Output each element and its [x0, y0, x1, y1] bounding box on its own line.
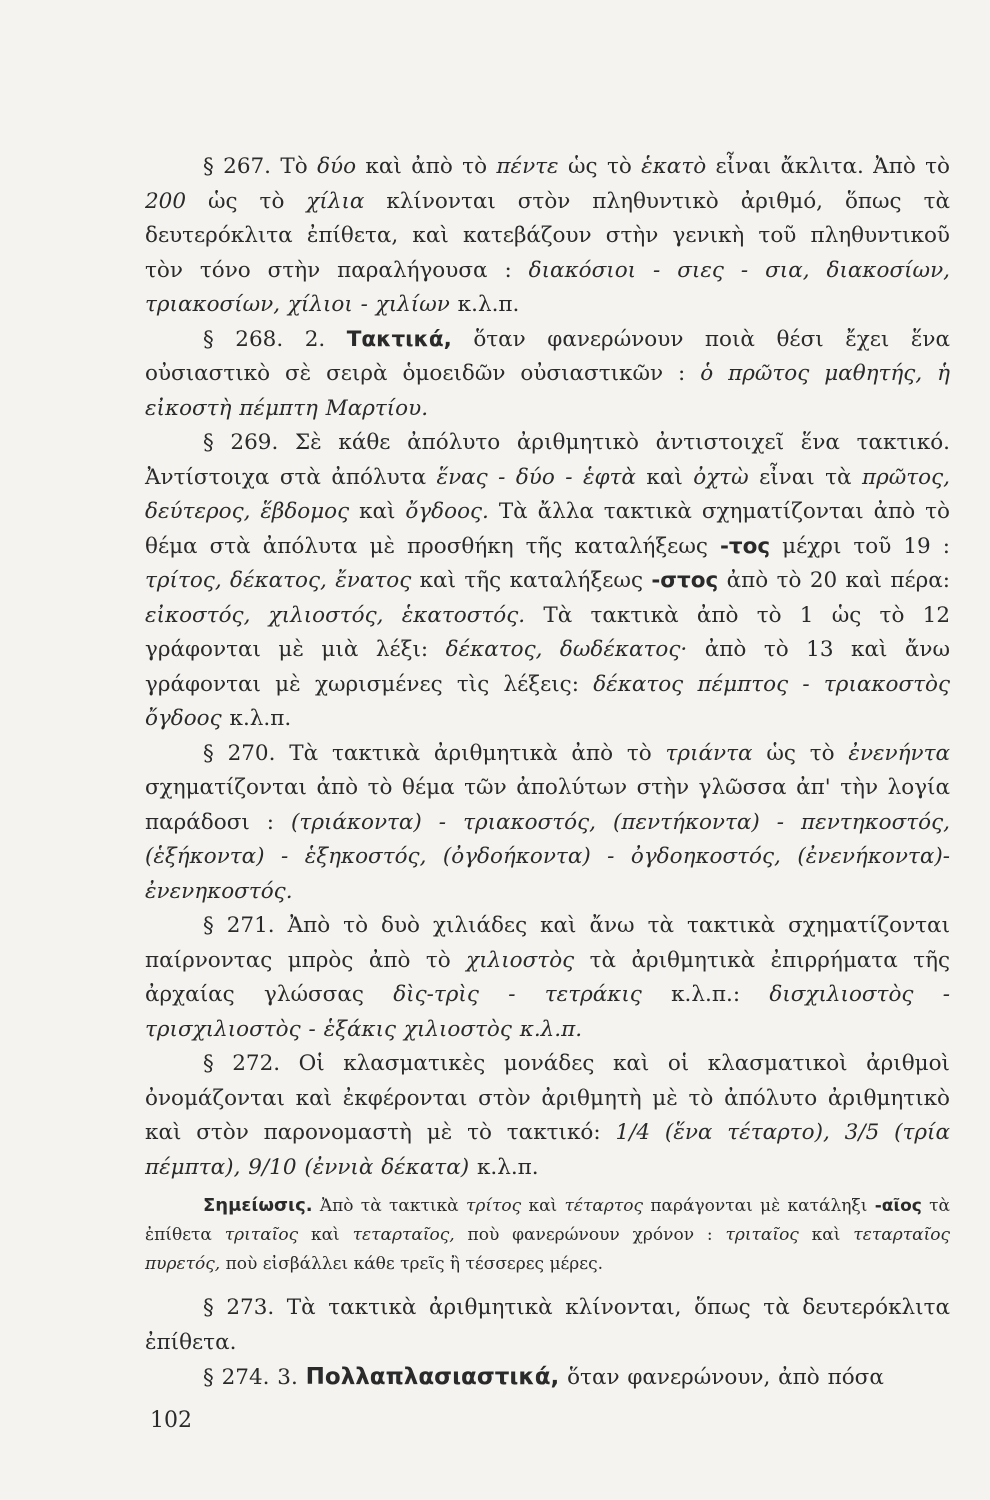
- italic-run: τριταῖος: [725, 1225, 799, 1245]
- text-run: § 274. 3.: [203, 1365, 306, 1390]
- italic-run: ὁ πρῶτος μαθητής, ἡ εἰκοστὴ πέμπτη Μαρτίου.: [145, 361, 950, 421]
- text-run: εἶναι ἄκλιτα. Ἀπὸ τὸ: [706, 154, 951, 179]
- text-run: παράγονται μὲ κατάληξι: [643, 1196, 875, 1216]
- note-paragraph: [145, 1185, 950, 1291]
- text-run: ὡς τὸ: [186, 188, 307, 214]
- italic-run: ἕνας - δύο - ἑφτὰ: [436, 464, 636, 490]
- italic-run: εἰκοστός, χιλιοστός, ἑκατοστός.: [145, 602, 526, 628]
- italic-run: δὶς-τρὶς - τετράκις: [393, 982, 642, 1007]
- text-run: ποὺ εἰσβάλλει κάθε τρεῖς ἢ τέσσερες μέρες.: [220, 1254, 604, 1274]
- italic-run: χιλιοστὸς: [466, 947, 575, 973]
- text-run: κ.λ.π.: [469, 1154, 539, 1180]
- text-run: καὶ ἀπὸ τὸ: [356, 154, 497, 179]
- text-run: § 272. Οἱ κλασματικὲς μονάδες καὶ οἱ κλασματικοὶ ἀριθμοὶ ὀνομάζονται καὶ ἐκφέρονται στὸν ἀριθμητὴ μὲ τὸ ἀπόλυτο ἀριθμητικὸ καὶ στὸν παρονομαστὴ μὲ τὸ τακτικό:: [145, 1051, 950, 1145]
- text-run: Τὰ ἄλλα τακτικὰ σχηματίζονται ἀπὸ τὸ θέμα στὰ ἀπόλυτα μὲ προσθήκη τῆς καταλήξεως: [145, 499, 950, 559]
- text-run: Τὰ τακτικὰ ἀπὸ τὸ 1 ὡς τὸ 12 γράφονται μὲ μιὰ λέξι:: [145, 602, 950, 662]
- paragraph-270: [145, 737, 950, 910]
- italic-run: τέταρτος: [564, 1196, 644, 1216]
- paragraph-274: [145, 1360, 950, 1396]
- text-run: Ἀπὸ τὰ τακτικὰ: [312, 1196, 466, 1216]
- italic-run: διακόσιοι - σιες - σια, διακοσίων, τριακοσίων, χίλιοι - χιλίων: [145, 257, 950, 317]
- text-run: καὶ τῆς καταλήξεως: [411, 568, 652, 593]
- text-run: § 273. Τὰ τακτικὰ ἀριθμητικὰ κλίνονται, ὅπως τὰ δευτερόκλιτα ἐπίθετα.: [145, 1295, 950, 1355]
- italic-run: τρίτος: [465, 1196, 522, 1216]
- paragraph-273: [145, 1291, 950, 1360]
- text-run: ἀπὸ τὸ 20 καὶ πέρα:: [718, 568, 950, 593]
- text-run: § 271. Ἀπὸ τὸ δυὸ χιλιάδες καὶ ἄνω τὰ τακτικὰ σχηματίζονται παίρνοντας μπρὸς ἀπὸ τὸ: [145, 913, 950, 973]
- text-run: § 267. Τὸ: [203, 154, 318, 179]
- note-heading: Σημείωσις.: [203, 1195, 313, 1216]
- text-run: κ.λ.π.: [449, 292, 520, 317]
- text-run: ὅταν φανερώνουν ποιὰ θέσι ἔχει ἕνα οὐσιαστικὸ σὲ σειρὰ ὁμοειδῶν οὐσιαστικῶν :: [145, 326, 951, 386]
- text-run: μέχρι τοῦ 19 :: [770, 533, 951, 559]
- italic-run: δέκατος πέμπτος - τριακοστὸς ὄγδοος: [145, 671, 950, 731]
- text-run: ποὺ φανερώνουν χρόνον :: [454, 1225, 726, 1245]
- text-run: τὰ ἐπίθετα: [145, 1196, 951, 1245]
- text-run: καὶ: [521, 1196, 565, 1216]
- italic-run: (τριάκοντα) - τριακοστός, (πεντήκοντα) - πεντηκοστός, (ἑξήκοντα) - ἑξηκοστός, (ὀγδοήκοντα) - ὀγδοηκοστός, (ἐνενήκοντα)- ἐνενηκοστός.: [145, 809, 950, 904]
- text-run: τὰ ἀριθμητικὰ ἐπιρρήματα τῆς ἀρχαίας γλώσσας: [145, 947, 950, 1007]
- italic-run: ὄγδοος.: [405, 499, 489, 524]
- italic-run: τεταρταῖος πυρετός,: [145, 1225, 951, 1274]
- italic-run: ἐνενήντα: [848, 740, 950, 766]
- italic-run: 1/4 (ἕνα τέταρτο), 3/5 (τρία πέμπτα), 9/10 (ἐννιὰ δέκατα): [145, 1120, 950, 1180]
- term-heading: Τακτικά,: [346, 326, 452, 352]
- italic-run: δισχιλιοστὸς - τρισχιλιοστὸς - ἑξάκις χιλιοστὸς κ.λ.π.: [145, 982, 951, 1042]
- text-run: εἶναι τὰ: [748, 464, 862, 490]
- page-number: 102: [150, 1408, 192, 1433]
- text-run: ὡς τὸ: [558, 154, 642, 179]
- text-run: καὶ: [349, 499, 406, 524]
- text-run: ὅταν φανερώνουν, ἀπὸ πόσα: [559, 1365, 884, 1390]
- suffix-bold: -στος: [651, 568, 719, 593]
- text-run: κλίνονται στὸν πληθυντικὸ ἀριθμό, ὅπως τὰ δευτερόκλιτα ἐπίθετα, καὶ κατεβάζουν στὴν γενικὴ τοῦ πληθυντικοῦ τὸν τόνο στὴν παραλήγουσα :: [145, 188, 950, 283]
- text-run: ἀπὸ τὸ 13 καὶ ἄνω γράφονται μὲ χωρισμένες τὶς λέξεις:: [145, 637, 951, 697]
- text-run: καὶ: [298, 1225, 353, 1245]
- italic-run: τριάντα: [665, 740, 753, 766]
- term-heading: Πολλαπλασιαστικά,: [305, 1364, 560, 1390]
- suffix-bold: -αῖος: [874, 1196, 922, 1216]
- italic-run: χίλια: [306, 188, 365, 214]
- text-run: καὶ: [798, 1225, 854, 1245]
- text-run: κ.λ.π.: [221, 706, 292, 731]
- italic-run: 200: [145, 188, 187, 214]
- paragraph-271: [145, 909, 950, 1047]
- italic-run: πρῶτος, δεύτερος, ἕβδομος: [145, 464, 950, 524]
- text-run: § 269. Σὲ κάθε ἀπόλυτο ἀριθμητικὸ ἀντιστοιχεῖ ἕνα τακτικό. Ἀντίστοιχα στὰ ἀπόλυτα: [145, 430, 950, 490]
- text-run: κ.λ.π.:: [641, 982, 770, 1007]
- italic-run: τριταῖος: [224, 1225, 299, 1245]
- text-run: § 270. Τὰ τακτικὰ ἀριθμητικὰ ἀπὸ τὸ: [203, 740, 666, 766]
- italic-run: τρίτος, δέκατος, ἔνατος: [145, 568, 412, 593]
- italic-run: δύο: [317, 154, 357, 179]
- paragraph-269: [145, 426, 950, 737]
- paragraph-272: [145, 1047, 950, 1185]
- italic-run: δέκατος, δωδέκατος·: [445, 637, 688, 662]
- paragraph-268: [145, 323, 950, 427]
- text-run: § 268. 2.: [203, 326, 347, 352]
- italic-run: ἑκατὸ: [641, 154, 707, 179]
- text-run: ὡς τὸ: [752, 740, 849, 766]
- suffix-bold: -τος: [719, 533, 771, 559]
- paragraph-267: [145, 150, 950, 323]
- italic-run: τεταρταῖος,: [352, 1225, 455, 1245]
- italic-run: πέντε: [496, 154, 559, 179]
- italic-run: ὀχτὼ: [693, 464, 749, 490]
- text-run: σχηματίζονται ἀπὸ τὸ θέμα τῶν ἀπολύτων στὴν γλῶσσα ἀπ' τὴν λογία παράδοσι :: [145, 775, 950, 835]
- text-run: καὶ: [635, 464, 694, 490]
